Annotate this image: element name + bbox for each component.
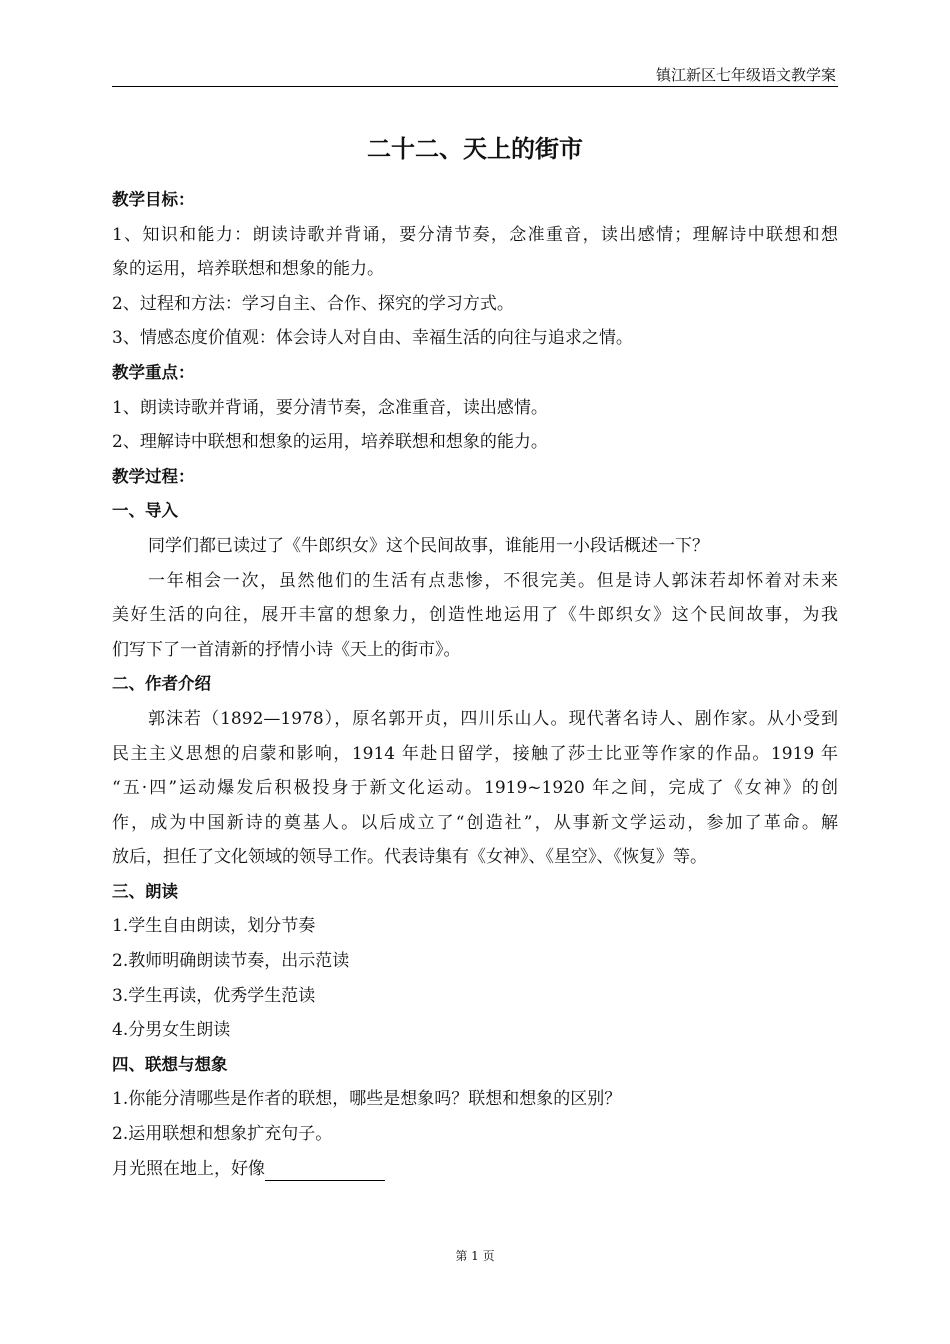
section-1-paragraph-1: 同学们都已读过了《牛郎织女》这个民间故事，谁能用一小段话概述一下？: [148, 535, 709, 556]
key-points-heading: 教学重点：: [112, 362, 195, 382]
page-number: 第 1 页: [455, 1249, 495, 1263]
section-1-paragraph-2-line-3: 们写下了一首清新的抒情小诗《天上的街市》。: [112, 639, 461, 660]
section-4-heading: 四、联想与想象: [112, 1054, 228, 1074]
author-intro-line-1: 郭沫若（1892—1978），原名郭开贞，四川乐山人。现代著名诗人、剧作家。从小受到: [148, 708, 838, 729]
goal-item-2: 2、过程和方法：学习自主、合作、探究的学习方式。: [112, 293, 514, 314]
section-1-paragraph-2-line-1: 一年相会一次，虽然他们的生活有点悲惨，不很完美。但是诗人郭沫若却怀着对未来: [148, 570, 838, 591]
key-point-1: 1、朗读诗歌并背诵，要分清节奏，念准重音，读出感情。: [112, 397, 548, 418]
document-body: [112, 183, 838, 1186]
header-text: 镇江新区七年级语文教学案: [655, 66, 836, 84]
section-3-heading: 三、朗读: [112, 881, 178, 901]
key-point-2: 2、理解诗中联想和想象的运用，培养联想和想象的能力。: [112, 432, 548, 453]
fill-in-sentence: [112, 1152, 838, 1187]
fill-in-sentence-text: 月光照在地上，好像: [112, 1158, 265, 1179]
header-rule: [112, 86, 838, 87]
question-2: 2.运用联想和想象扩充句子。: [112, 1124, 333, 1145]
goals-heading: 教学目标：: [112, 190, 195, 209]
author-intro-line-3: “五·四”运动爆发后积极投身于新文化运动。1919~1920 年之间，完成了《女神》的创: [112, 778, 838, 799]
reading-step-2: 2.教师明确朗读节奏，出示范读: [112, 951, 350, 972]
question-1: 1.你能分清哪些是作者的联想，哪些是想象吗？联想和想象的区别？: [112, 1089, 622, 1110]
author-intro-line-4: 作，成为中国新诗的奠基人。以后成立了“创造社”，从事新文学运动，参加了革命。解: [112, 812, 838, 833]
reading-step-4: 4.分男女生朗读: [112, 1020, 231, 1041]
document-title: 二十二、天上的街市: [367, 135, 583, 163]
answer-blank[interactable]: [265, 1156, 385, 1181]
author-intro-line-5: 放后，担任了文化领域的领导工作。代表诗集有《女神》、《星空》、《恢复》等。: [112, 847, 707, 868]
reading-step-3: 3.学生再读，优秀学生范读: [112, 985, 316, 1006]
process-heading: 教学过程：: [112, 466, 195, 486]
author-intro-line-2: 民主主义思想的启蒙和影响，1914 年赴日留学，接触了莎士比亚等作家的作品。1919 年: [112, 743, 838, 764]
goal-item-3: 3、情感态度价值观：体会诗人对自由、幸福生活的向往与追求之情。: [112, 328, 633, 349]
section-2-heading: 二、作者介绍: [112, 674, 211, 694]
section-1-heading: 一、导入: [112, 501, 178, 521]
goal-item-1-line-1: 1、知识和能力：朗读诗歌并背诵，要分清节奏，念准重音，读出感情；理解诗中联想和想: [112, 224, 838, 245]
reading-step-1: 1.学生自由朗读，划分节奏: [112, 916, 316, 937]
section-1-paragraph-2-line-2: 美好生活的向往，展开丰富的想象力，创造性地运用了《牛郎织女》这个民间故事，为我: [112, 605, 838, 626]
goal-item-1-line-2: 象的运用，培养联想和想象的能力。: [112, 259, 384, 280]
